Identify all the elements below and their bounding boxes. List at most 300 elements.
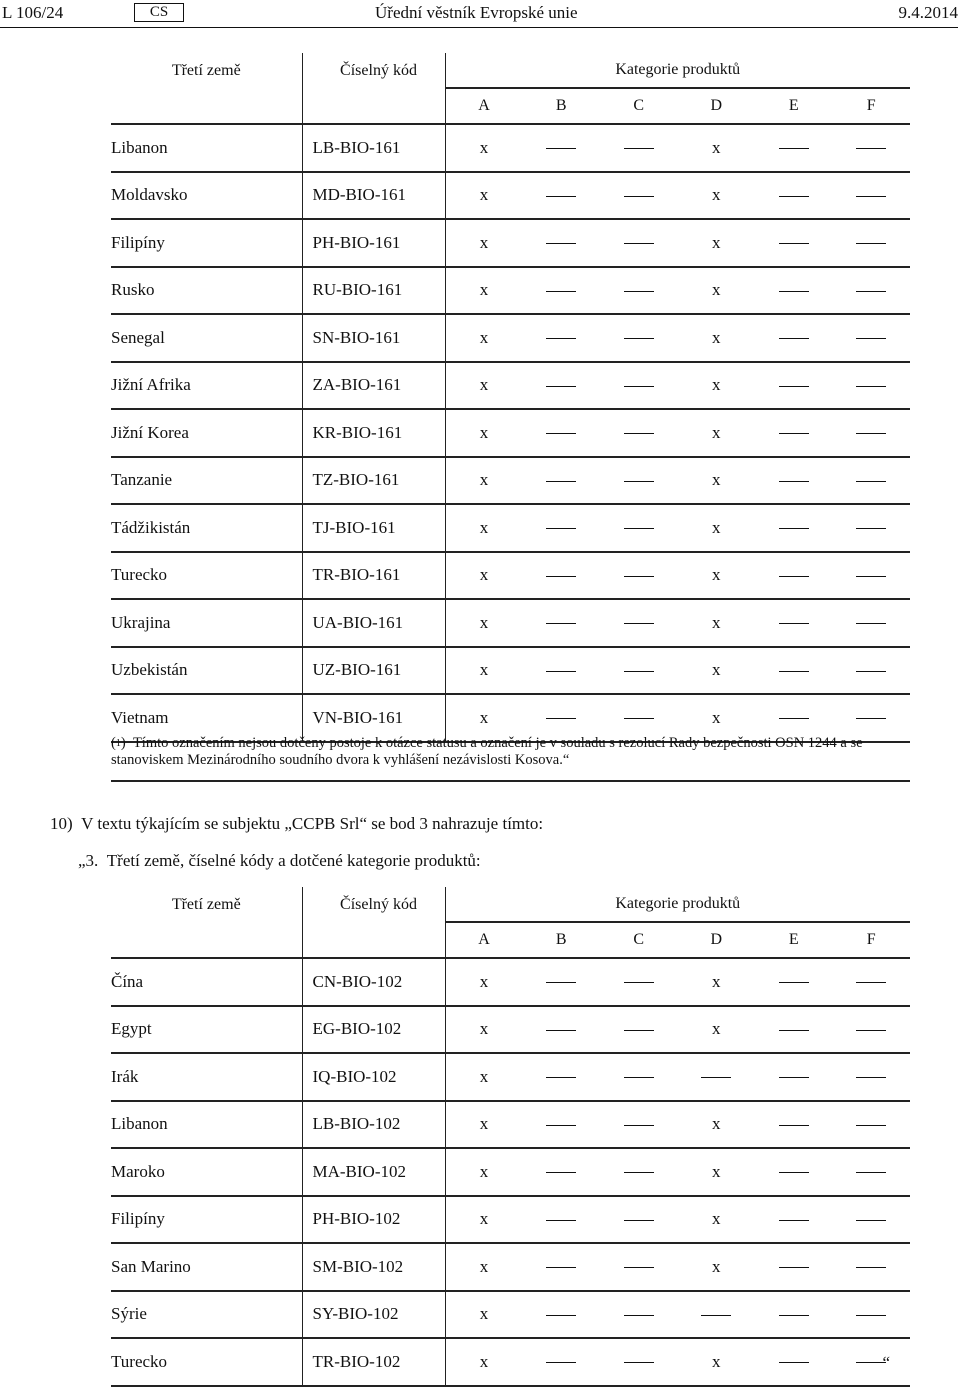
category-included-mark <box>678 1148 756 1196</box>
publication-date: 9.4.2014 <box>898 3 958 22</box>
empty-cell <box>302 922 445 958</box>
numeric-code: CN-BIO-102 <box>302 958 445 1006</box>
table-row <box>111 409 910 457</box>
x-mark: x <box>712 707 721 727</box>
table-row <box>111 362 910 410</box>
category-excluded-mark <box>523 1053 601 1101</box>
category-excluded-mark <box>755 1148 833 1196</box>
country-name: Uzbekistán <box>111 647 302 695</box>
x-mark: x <box>479 137 489 157</box>
x-mark: x <box>712 660 721 680</box>
numeric-code: KR-BIO-161 <box>302 409 445 457</box>
dash-mark <box>624 1172 654 1173</box>
dash-mark <box>779 196 809 197</box>
category-included-mark <box>445 1338 523 1386</box>
category-excluded-mark <box>523 457 601 505</box>
category-included-mark <box>445 504 523 552</box>
category-excluded-mark <box>755 124 833 172</box>
empty-cell <box>302 88 445 124</box>
category-included-mark <box>445 647 523 695</box>
x-mark: x <box>712 422 721 442</box>
category-letter: D <box>678 922 756 958</box>
category-included-mark <box>678 599 756 647</box>
category-included-mark <box>445 1243 523 1291</box>
dash-mark <box>779 1362 809 1363</box>
dash-mark <box>624 1315 654 1316</box>
category-excluded-mark <box>833 409 911 457</box>
dash-mark <box>779 528 809 529</box>
table-header-row <box>111 887 910 922</box>
category-included-mark <box>678 552 756 600</box>
dash-mark <box>856 1125 886 1126</box>
category-included-mark <box>445 599 523 647</box>
category-excluded-mark <box>600 504 678 552</box>
category-excluded-mark <box>523 1291 601 1339</box>
category-excluded-mark <box>600 409 678 457</box>
category-excluded-mark <box>523 124 601 172</box>
category-excluded-mark <box>600 457 678 505</box>
category-excluded-mark <box>833 552 911 600</box>
category-included-mark <box>445 362 523 410</box>
numeric-code: SN-BIO-161 <box>302 314 445 362</box>
empty-cell <box>111 922 302 958</box>
closing-quote: “ <box>882 1353 891 1372</box>
category-excluded-mark <box>600 172 678 220</box>
dash-mark <box>546 481 576 482</box>
x-mark: x <box>712 232 721 252</box>
category-included-mark <box>445 552 523 600</box>
table-row <box>111 267 910 315</box>
category-excluded-mark <box>600 1148 678 1196</box>
category-excluded-mark <box>523 1243 601 1291</box>
category-included-mark <box>678 1338 756 1386</box>
category-letter: C <box>600 922 678 958</box>
category-included-mark <box>445 172 523 220</box>
numeric-code: MD-BIO-161 <box>302 172 445 220</box>
category-excluded-mark <box>523 1338 601 1386</box>
category-excluded-mark <box>523 552 601 600</box>
numeric-code: PH-BIO-102 <box>302 1196 445 1244</box>
dash-mark <box>624 196 654 197</box>
dash-mark <box>779 1172 809 1173</box>
category-excluded-mark <box>833 1291 911 1339</box>
country-name: Egypt <box>111 1006 302 1054</box>
amendment-point-10: 10) V textu týkajícím se subjektu „CCPB Srl“ se bod 3 nahrazuje tímto: <box>50 814 544 833</box>
dash-mark <box>779 1220 809 1221</box>
dash-mark <box>546 982 576 983</box>
x-mark: x <box>479 612 489 632</box>
footnote-text: Tímto označením nejsou dotčeny postoje k otázce statusu a označení je v souladu s rezolucí Rady bezpečnosti OSN 1244 a se stanoviskem Mezinárodního soudního dvora k vyhlášení nezávislosti Kosova.“ <box>111 735 863 768</box>
table-row <box>111 1338 910 1386</box>
category-excluded-mark <box>600 362 678 410</box>
dash-mark <box>546 671 576 672</box>
category-excluded-mark <box>755 1196 833 1244</box>
numeric-code: EG-BIO-102 <box>302 1006 445 1054</box>
table-row <box>111 958 910 1006</box>
dash-mark <box>546 1077 576 1078</box>
category-included-mark <box>678 409 756 457</box>
country-name: Turecko <box>111 552 302 600</box>
dash-mark <box>856 1220 886 1221</box>
country-name: Maroko <box>111 1148 302 1196</box>
category-excluded-mark <box>833 504 911 552</box>
dash-mark <box>624 671 654 672</box>
category-excluded-mark <box>755 267 833 315</box>
category-included-mark <box>445 314 523 362</box>
category-included-mark <box>445 409 523 457</box>
x-mark: x <box>712 612 721 632</box>
categories-header: Kategorie produktů <box>445 887 910 922</box>
table-row <box>111 457 910 505</box>
category-letter: C <box>600 88 678 124</box>
category-excluded-mark <box>600 1101 678 1149</box>
dash-mark <box>779 338 809 339</box>
x-mark: x <box>712 137 721 157</box>
category-excluded-mark <box>755 958 833 1006</box>
category-letter: E <box>755 922 833 958</box>
country-name: Moldavsko <box>111 172 302 220</box>
dash-mark <box>546 1362 576 1363</box>
x-mark: x <box>479 517 489 537</box>
category-excluded-mark <box>523 409 601 457</box>
category-excluded-mark <box>755 409 833 457</box>
category-excluded-mark <box>833 362 911 410</box>
category-excluded-mark <box>833 219 911 267</box>
dash-mark <box>546 148 576 149</box>
category-included-mark <box>678 1196 756 1244</box>
x-mark: x <box>479 565 489 585</box>
table-row <box>111 1053 910 1101</box>
dash-mark <box>546 196 576 197</box>
x-mark: x <box>712 185 721 205</box>
dash-mark <box>779 291 809 292</box>
country-name: Rusko <box>111 267 302 315</box>
footnote-rule <box>111 780 910 782</box>
dash-mark <box>856 1315 886 1316</box>
category-excluded-mark <box>755 599 833 647</box>
header-rule <box>0 27 958 28</box>
category-letter: F <box>833 88 911 124</box>
dash-mark <box>624 433 654 434</box>
category-excluded-mark <box>833 1101 911 1149</box>
country-name: Turecko <box>111 1338 302 1386</box>
footnote-marker: 1 <box>115 738 121 749</box>
category-included-mark <box>445 1101 523 1149</box>
category-excluded-mark <box>523 362 601 410</box>
category-excluded-mark <box>600 958 678 1006</box>
dash-mark <box>779 481 809 482</box>
category-excluded-mark <box>833 958 911 1006</box>
category-excluded-mark <box>755 647 833 695</box>
category-excluded-mark <box>833 267 911 315</box>
dash-mark <box>624 1077 654 1078</box>
country-name: Tádžikistán <box>111 504 302 552</box>
dash-mark <box>779 982 809 983</box>
category-excluded-mark <box>833 1196 911 1244</box>
category-excluded-mark <box>833 647 911 695</box>
dash-mark <box>856 623 886 624</box>
category-excluded-mark <box>755 1053 833 1101</box>
category-included-mark <box>678 457 756 505</box>
category-excluded-mark <box>600 1006 678 1054</box>
x-mark: x <box>479 971 489 991</box>
dash-mark <box>624 982 654 983</box>
category-included-mark <box>445 124 523 172</box>
table-row <box>111 1196 910 1244</box>
category-excluded-mark <box>600 267 678 315</box>
dash-mark <box>624 1030 654 1031</box>
category-included-mark <box>445 1291 523 1339</box>
category-excluded-mark <box>833 1148 911 1196</box>
category-included-mark <box>678 647 756 695</box>
language-badge: CS <box>134 3 184 22</box>
table-row <box>111 552 910 600</box>
dash-mark <box>779 243 809 244</box>
dash-mark <box>779 1030 809 1031</box>
category-included-mark <box>445 1053 523 1101</box>
table-row <box>111 1291 910 1339</box>
category-excluded-mark <box>833 599 911 647</box>
numeric-code: VN-BIO-161 <box>302 694 445 742</box>
category-included-mark <box>678 362 756 410</box>
category-excluded-mark <box>755 172 833 220</box>
dash-mark <box>546 1315 576 1316</box>
country-name: San Marino <box>111 1243 302 1291</box>
x-mark: x <box>712 1209 721 1229</box>
table-row <box>111 314 910 362</box>
code-header: Číselný kód <box>302 53 445 88</box>
numeric-code: IQ-BIO-102 <box>302 1053 445 1101</box>
dash-mark <box>624 148 654 149</box>
table-row <box>111 219 910 267</box>
dash-mark <box>624 338 654 339</box>
numeric-code: UZ-BIO-161 <box>302 647 445 695</box>
category-letter: B <box>523 922 601 958</box>
x-mark: x <box>712 1351 721 1371</box>
dash-mark <box>624 243 654 244</box>
dash-mark <box>779 1267 809 1268</box>
dash-mark <box>856 291 886 292</box>
numeric-code: PH-BIO-161 <box>302 219 445 267</box>
dash-mark <box>856 386 886 387</box>
category-letter: A <box>445 88 523 124</box>
category-excluded-mark <box>523 1101 601 1149</box>
category-included-mark <box>678 219 756 267</box>
dash-mark <box>546 1125 576 1126</box>
country-name: Čína <box>111 958 302 1006</box>
category-included-mark <box>678 314 756 362</box>
dash-mark <box>701 1077 731 1078</box>
country-name: Tanzanie <box>111 457 302 505</box>
dash-mark <box>546 1030 576 1031</box>
dash-mark <box>546 1267 576 1268</box>
category-included-mark <box>678 1006 756 1054</box>
category-included-mark <box>445 958 523 1006</box>
table-header-row <box>111 53 910 88</box>
category-excluded-mark <box>523 267 601 315</box>
x-mark: x <box>479 327 489 347</box>
country-name: Senegal <box>111 314 302 362</box>
country-name: Libanon <box>111 1101 302 1149</box>
dash-mark <box>856 338 886 339</box>
category-excluded-mark <box>833 172 911 220</box>
dash-mark <box>624 291 654 292</box>
category-excluded-mark <box>600 1243 678 1291</box>
x-mark: x <box>712 971 721 991</box>
table-row <box>111 124 910 172</box>
numeric-code: LB-BIO-102 <box>302 1101 445 1149</box>
x-mark: x <box>479 1114 489 1134</box>
dash-mark <box>624 576 654 577</box>
dash-mark <box>779 1077 809 1078</box>
x-mark: x <box>479 375 489 395</box>
category-excluded-mark <box>523 314 601 362</box>
empty-cell <box>111 88 302 124</box>
category-excluded-mark <box>755 1338 833 1386</box>
table-row <box>111 599 910 647</box>
numeric-code: SY-BIO-102 <box>302 1291 445 1339</box>
dash-mark <box>546 433 576 434</box>
category-included-mark <box>445 457 523 505</box>
table-row <box>111 1101 910 1149</box>
numeric-code: ZA-BIO-161 <box>302 362 445 410</box>
category-excluded-mark <box>523 1006 601 1054</box>
x-mark: x <box>479 422 489 442</box>
numeric-code: UA-BIO-161 <box>302 599 445 647</box>
dash-mark <box>546 1172 576 1173</box>
dash-mark <box>856 433 886 434</box>
country-name: Filipíny <box>111 219 302 267</box>
dash-mark <box>546 386 576 387</box>
numeric-code: TR-BIO-161 <box>302 552 445 600</box>
country-name: Filipíny <box>111 1196 302 1244</box>
dash-mark <box>779 718 809 719</box>
category-excluded-mark <box>523 504 601 552</box>
category-included-mark <box>678 172 756 220</box>
dash-mark <box>779 148 809 149</box>
dash-mark <box>624 718 654 719</box>
table-letter-row <box>111 922 910 958</box>
dash-mark <box>624 1220 654 1221</box>
category-letter: D <box>678 88 756 124</box>
x-mark: x <box>479 1066 489 1086</box>
table-row <box>111 1148 910 1196</box>
x-mark: x <box>712 1161 721 1181</box>
x-mark: x <box>479 1256 489 1276</box>
dash-mark <box>856 1077 886 1078</box>
x-mark: x <box>712 517 721 537</box>
country-name: Jižní Afrika <box>111 362 302 410</box>
dash-mark <box>856 1267 886 1268</box>
category-included-mark <box>678 958 756 1006</box>
category-excluded-mark <box>755 1291 833 1339</box>
dash-mark <box>779 623 809 624</box>
dash-mark <box>856 576 886 577</box>
category-excluded-mark <box>755 457 833 505</box>
category-excluded-mark <box>755 362 833 410</box>
table-letter-row <box>111 88 910 124</box>
category-excluded-mark <box>600 1338 678 1386</box>
dash-mark <box>856 148 886 149</box>
category-excluded-mark <box>600 1053 678 1101</box>
x-mark: x <box>479 1304 489 1324</box>
dash-mark <box>779 1125 809 1126</box>
category-excluded-mark <box>833 1006 911 1054</box>
x-mark: x <box>712 280 721 300</box>
x-mark: x <box>479 707 489 727</box>
dash-mark <box>856 481 886 482</box>
category-included-mark <box>678 504 756 552</box>
dash-mark <box>546 718 576 719</box>
category-excluded-mark <box>833 124 911 172</box>
category-excluded-mark <box>755 552 833 600</box>
category-excluded-mark <box>755 504 833 552</box>
dash-mark <box>856 671 886 672</box>
dash-mark <box>856 528 886 529</box>
dash-mark <box>856 243 886 244</box>
category-included-mark <box>445 1196 523 1244</box>
category-excluded-mark <box>755 1006 833 1054</box>
code-header: Číselný kód <box>302 887 445 922</box>
country-name: Vietnam <box>111 694 302 742</box>
table-row <box>111 1006 910 1054</box>
category-excluded-mark <box>523 647 601 695</box>
dash-mark <box>624 1125 654 1126</box>
numeric-code: TJ-BIO-161 <box>302 504 445 552</box>
table-row <box>111 1243 910 1291</box>
x-mark: x <box>479 1161 489 1181</box>
category-included-mark <box>678 1243 756 1291</box>
table-row <box>111 172 910 220</box>
dash-mark <box>779 386 809 387</box>
category-excluded-mark <box>523 599 601 647</box>
country-name: Jižní Korea <box>111 409 302 457</box>
x-mark: x <box>479 1351 489 1371</box>
category-excluded-mark <box>833 457 911 505</box>
dash-mark <box>779 671 809 672</box>
dash-mark <box>624 481 654 482</box>
category-included-mark <box>678 1101 756 1149</box>
dash-mark <box>546 243 576 244</box>
category-excluded-mark <box>833 1243 911 1291</box>
category-excluded-mark <box>523 1148 601 1196</box>
dash-mark <box>624 1362 654 1363</box>
x-mark: x <box>712 375 721 395</box>
numeric-code: RU-BIO-161 <box>302 267 445 315</box>
x-mark: x <box>712 470 721 490</box>
category-excluded-mark <box>600 599 678 647</box>
x-mark: x <box>712 327 721 347</box>
x-mark: x <box>479 1209 489 1229</box>
dash-mark <box>546 291 576 292</box>
dash-mark <box>779 1315 809 1316</box>
dash-mark <box>624 528 654 529</box>
category-excluded-mark <box>523 172 601 220</box>
dash-mark <box>779 576 809 577</box>
x-mark: x <box>712 1256 721 1276</box>
country-name: Sýrie <box>111 1291 302 1339</box>
category-letter: B <box>523 88 601 124</box>
country-name: Ukrajina <box>111 599 302 647</box>
x-mark: x <box>479 1019 489 1039</box>
category-included-mark <box>445 1006 523 1054</box>
journal-title: Úřední věstník Evropské unie <box>375 3 578 22</box>
category-included-mark <box>445 1148 523 1196</box>
x-mark: x <box>479 232 489 252</box>
category-excluded-mark <box>833 314 911 362</box>
x-mark: x <box>479 470 489 490</box>
dash-mark <box>546 528 576 529</box>
